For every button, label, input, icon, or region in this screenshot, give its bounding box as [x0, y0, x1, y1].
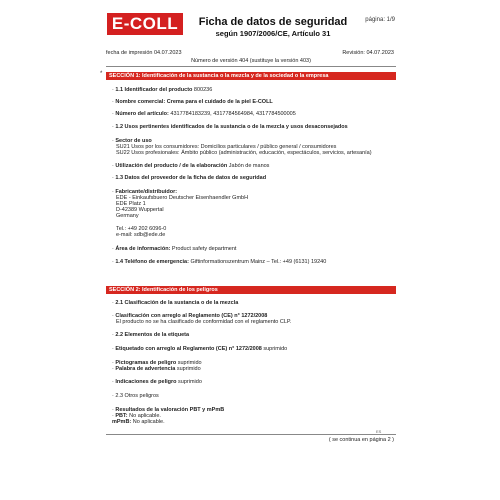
section-2-heading: SECCIÓN 2: Identificación de los peligros — [106, 286, 396, 294]
label-elements-heading: · 2.2 Elementos de la etiqueta — [112, 332, 190, 338]
print-date: fecha de impresión 04.07.2023 — [106, 50, 182, 56]
vpvb-result: mPmB: No aplicable. — [112, 419, 165, 425]
sector-su22: SU22 Usos profesionales: Ámbito público (administración, educación, espectáculos, servicios, artesanía) — [116, 150, 372, 156]
page-number: página: 1/9 — [365, 17, 395, 23]
article-number: · Número del artículo: 4317784183239, 4317784564984, 4317784500005 — [112, 111, 296, 117]
revision-marker: * — [100, 71, 103, 77]
labelling: · Etiquetado con arreglo al Reglamento (CE) n° 1272/2008 suprimido — [112, 346, 288, 352]
clp-classification-value: El producto no se ha clasificado de conformidad con el reglamento CLP. — [116, 319, 292, 325]
continued-note: ( se continua en página 2 ) — [328, 437, 394, 443]
trade-name: · Nombre comercial: Crema para el cuidado de la piel E-COLL — [112, 99, 273, 105]
document-title-block — [188, 16, 358, 39]
section-1-heading: SECCIÓN 1: Identificación de la sustancia o la mezcla y de la sociedad o la empresa — [106, 72, 396, 80]
revision-date: Revisión: 04.07.2023 — [342, 50, 394, 56]
sector-su21: SU21 Usos por los consumidores: Domicilios particulares / público general / consumidores — [116, 144, 337, 150]
other-hazards-heading: · 2.3 Otros peligros — [112, 393, 159, 399]
hazard-statements: · Indicaciones de peligro suprimido — [112, 379, 202, 385]
supplier-email: e-mail: sdb@ede.de — [116, 232, 166, 238]
emergency-phone: · 1.4 Teléfono de emergencia: Giftinformationszentrum Mainz – Tel.: +49 (6131) 19240 — [112, 259, 327, 265]
hazard-pictograms: · Pictogramas de peligro suprimido — [112, 360, 202, 366]
footer-language-mark: ES — [376, 429, 382, 434]
signal-word: · Palabra de advertencia suprimido — [112, 366, 201, 372]
address-line: EDE - Einkaufsbuero Deutscher Eisenhaendler GmbH — [116, 195, 249, 201]
document-title: Ficha de datos de seguridad — [198, 16, 348, 28]
supplier-heading: · 1.3 Datos del proveedor de la ficha de datos de seguridad — [112, 175, 267, 181]
company-logo: E-COLL — [107, 13, 183, 35]
footer-divider — [106, 434, 396, 435]
address-line: EDE Platz 1 — [116, 201, 146, 207]
address-line: D-42389 Wuppertal — [116, 207, 164, 213]
clp-classification-label: · Clasificación con arreglo al Reglamento (CE) n° 1272/2008 — [112, 313, 268, 319]
uses-heading: · 1.2 Usos pertinentes identificados de la sustancia o de la mezcla y usos desaconsejados — [112, 124, 348, 130]
classification-heading: · 2.1 Clasificación de la sustancia o de la mezcla — [112, 300, 239, 306]
sector-of-use-label: · Sector de uso — [112, 138, 152, 144]
supplier-phone: Tel.: +49 202 6096-0 — [116, 226, 167, 232]
header-divider — [106, 66, 396, 67]
pbt-result: · PBT: No aplicable. — [112, 413, 161, 419]
product-identifier: · 1.1 Identificador del producto 800236 — [112, 87, 213, 93]
document-subtitle: según 1907/2006/CE, Artículo 31 — [215, 29, 331, 38]
address-line: Germany — [116, 213, 139, 219]
manufacturer-label: · Fabricante/distribuidor: — [112, 189, 178, 195]
information-area: · Área de información: Product safety department — [112, 246, 237, 252]
version-number: Número de versión 404 (sustituye la versión 403) — [191, 58, 311, 64]
product-use: · Utilización del producto / de la elaboración Jabón de manos — [112, 163, 270, 169]
pbt-vpvb-heading: · Resultados de la valoración PBT y mPmB — [112, 407, 225, 413]
